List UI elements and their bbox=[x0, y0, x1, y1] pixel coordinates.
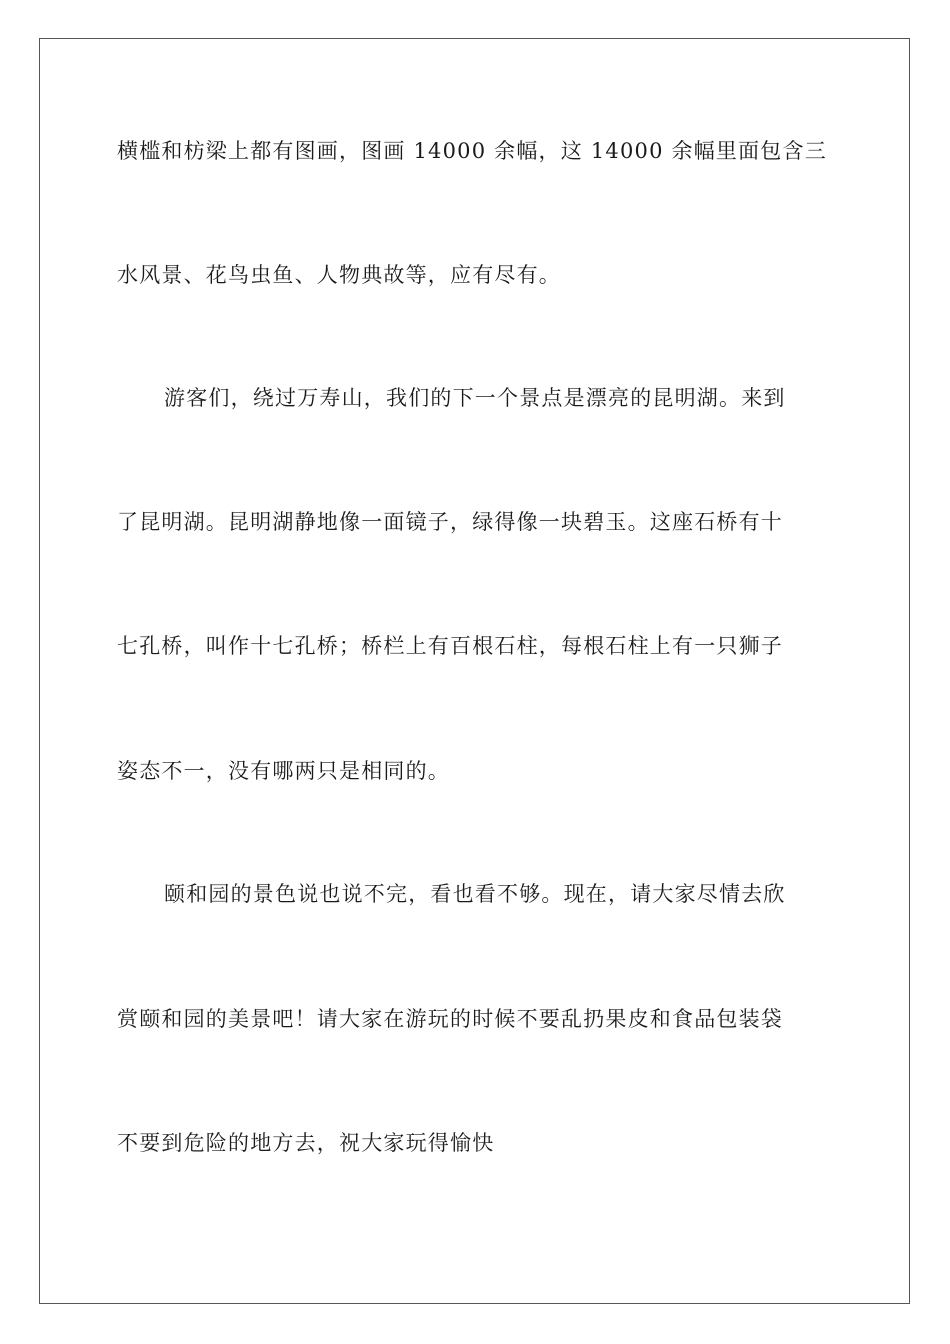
page-frame bbox=[39, 38, 910, 1304]
text-line: 七孔桥，叫作十七孔桥；桥栏上有百根石柱，每根石柱上有一只狮子 bbox=[117, 634, 783, 658]
paragraph-start-line: 颐和园的景色说也说不完，看也看不够。现在，请大家尽情去欣 bbox=[164, 882, 786, 906]
text-line: 姿态不一，没有哪两只是相同的。 bbox=[117, 759, 450, 783]
text-line: 不要到危险的地方去，祝大家玩得愉快 bbox=[117, 1131, 495, 1155]
paragraph-start-line: 游客们，绕过万寿山，我们的下一个景点是漂亮的昆明湖。来到 bbox=[164, 386, 786, 410]
text-line: 了昆明湖。昆明湖静地像一面镜子，绿得像一块碧玉。这座石桥有十 bbox=[117, 510, 783, 534]
text-line: 赏颐和园的美景吧！请大家在游玩的时候不要乱扔果皮和食品包装袋 bbox=[117, 1007, 783, 1031]
text-line: 水风景、花鸟虫鱼、人物典故等，应有尽有。 bbox=[117, 263, 561, 287]
text-line: 横槛和枋梁上都有图画，图画 14000 余幅，这 14000 余幅里面包含三 bbox=[117, 139, 827, 163]
